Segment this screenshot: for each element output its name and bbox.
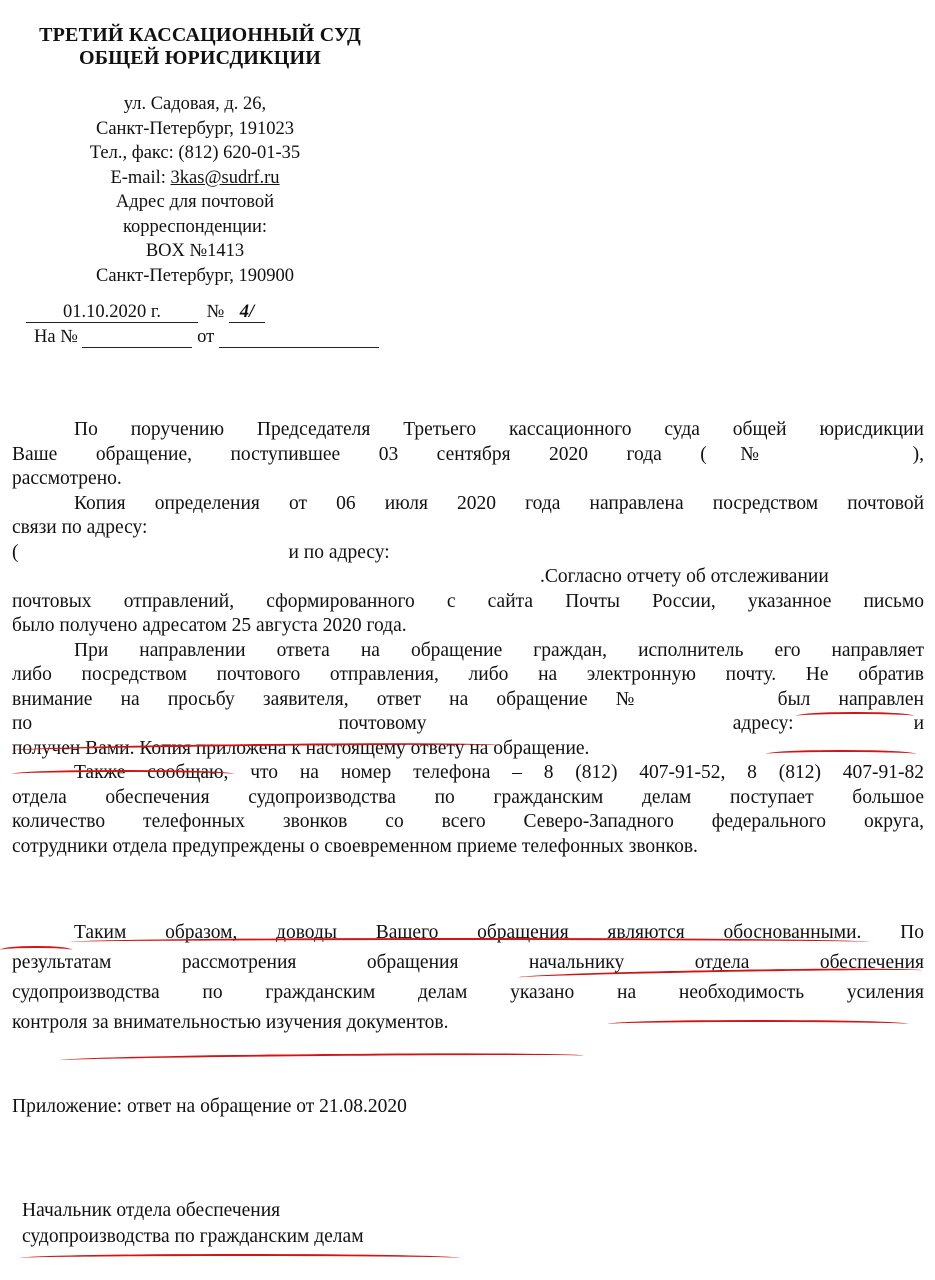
red-underline-6 xyxy=(0,946,72,954)
signature-line1: Начальник отдела обеспечения xyxy=(22,1200,281,1221)
p4-line2: отдела обеспечения судопроизводства по гражданским делам поступает большое xyxy=(12,786,924,808)
red-underline-9 xyxy=(60,1052,584,1065)
p3-line4 xyxy=(12,712,924,737)
address-phone: Тел., факс: (812) 620-01-35 xyxy=(89,143,301,163)
red-underline-5 xyxy=(70,938,870,946)
p3-line4-text: по почтовому адресу: xyxy=(12,713,794,734)
address-street: ул. Садовая, д. 26, xyxy=(123,94,267,114)
p3-line3-text: внимание на просьбу заявителя, ответ на обращение № xyxy=(12,688,658,710)
p5-line2: результатам рассмотрения обращения начальнику отдела обеспечения xyxy=(12,952,924,973)
p1-line2-end: ), xyxy=(912,443,924,465)
red-underline-4 xyxy=(12,770,234,778)
postal-box: BOX №1413 xyxy=(145,241,245,261)
p2-line5: почтовых отправлений, сформированного с сайта Почты России, указанное письмо xyxy=(12,590,924,612)
p2-line3-paren: ( xyxy=(12,541,19,563)
letter-body xyxy=(12,418,924,859)
incoming-from-field xyxy=(219,327,379,348)
p3-line5: получен Вами. Копия приложена к настоящему ответу на обращение. xyxy=(12,737,590,759)
address-block xyxy=(40,92,350,288)
p2-line3-text: и по адресу: xyxy=(288,541,390,563)
court-name-line2: ОБЩЕЙ ЮРИСДИКЦИИ xyxy=(78,47,322,69)
email-label: E-mail: xyxy=(110,167,171,188)
outgoing-date: 01.10.2020 г. xyxy=(26,302,198,323)
incoming-reference-line xyxy=(34,327,404,348)
p5-line4: контроля за внимательностью изучения документов. xyxy=(12,1012,449,1033)
postal-city: Санкт-Петербург, 190900 xyxy=(95,265,295,286)
p1-line2-text: Ваше обращение, поступившее 03 сентября 2020 года (№ xyxy=(12,443,793,465)
red-underline-1 xyxy=(796,712,914,720)
p3-line1: При направлении ответа на обращение граждан, исполнитель его направляет xyxy=(74,639,924,661)
p2-line2: связи по адресу: xyxy=(12,517,148,538)
p2-line1: Копия определения от 06 июля 2020 года направлена посредством почтовой xyxy=(74,492,924,514)
outgoing-no-value: 4/ xyxy=(229,302,265,323)
reference-line xyxy=(26,302,396,323)
p4-line1: Также сообщаю, что на номер телефона – 8 (812) 407-91-52, 8 (812) 407-91-82 xyxy=(74,762,924,783)
p3-line3 xyxy=(12,688,924,713)
red-underline-10 xyxy=(20,1254,460,1262)
p5-line3: судопроизводства по гражданским делам указано на необходимость усиления xyxy=(12,982,924,1003)
attachment-line: Приложение: ответ на обращение от 21.08.2020 xyxy=(12,1096,407,1117)
address-email xyxy=(40,166,350,191)
p4-line3: количество телефонных звонков со всего Северо-Западного федерального округа, xyxy=(12,811,924,832)
p3-line4-end: и xyxy=(913,713,924,734)
p1-line3: рассмотрено. xyxy=(12,468,122,489)
outgoing-no-label: № xyxy=(206,302,225,322)
incoming-no-field xyxy=(82,327,192,348)
email-link[interactable]: 3kas@sudrf.ru xyxy=(170,167,280,188)
incoming-no-label: На № xyxy=(34,327,78,347)
p5-line1: Таким образом, доводы Вашего обращения являются обоснованными. По xyxy=(74,922,924,943)
p3-line3-end: был направлен xyxy=(777,688,924,710)
address-city: Санкт-Петербург, 191023 xyxy=(95,118,295,139)
incoming-from-label: от xyxy=(197,327,215,347)
p2-line4: .Согласно отчету об отслеживании xyxy=(540,566,829,587)
p1-line1: По поручению Председателя Третьего кассационного суда общей юрисдикции xyxy=(74,419,924,440)
red-underline-8 xyxy=(608,1020,908,1028)
p4-line4: сотрудники отдела предупреждены о своевременном приеме телефонных звонков. xyxy=(12,835,698,857)
p2-line6: было получено адресатом 25 августа 2020 года. xyxy=(12,615,407,636)
p1-line2 xyxy=(12,443,924,468)
court-name-line1: ТРЕТИЙ КАССАЦИОННЫЙ СУД xyxy=(39,24,361,46)
postal-label-2: корреспонденции: xyxy=(122,216,268,237)
signature-line2: судопроизводства по гражданским делам xyxy=(22,1226,364,1247)
signature-block xyxy=(22,1198,364,1250)
p2-line3 xyxy=(12,541,924,566)
postal-label-1: Адрес для почтовой xyxy=(115,192,275,212)
red-underline-3 xyxy=(766,750,916,758)
p3-line2: либо посредством почтового отправления, либо на электронную почту. Не обратив xyxy=(12,664,924,685)
